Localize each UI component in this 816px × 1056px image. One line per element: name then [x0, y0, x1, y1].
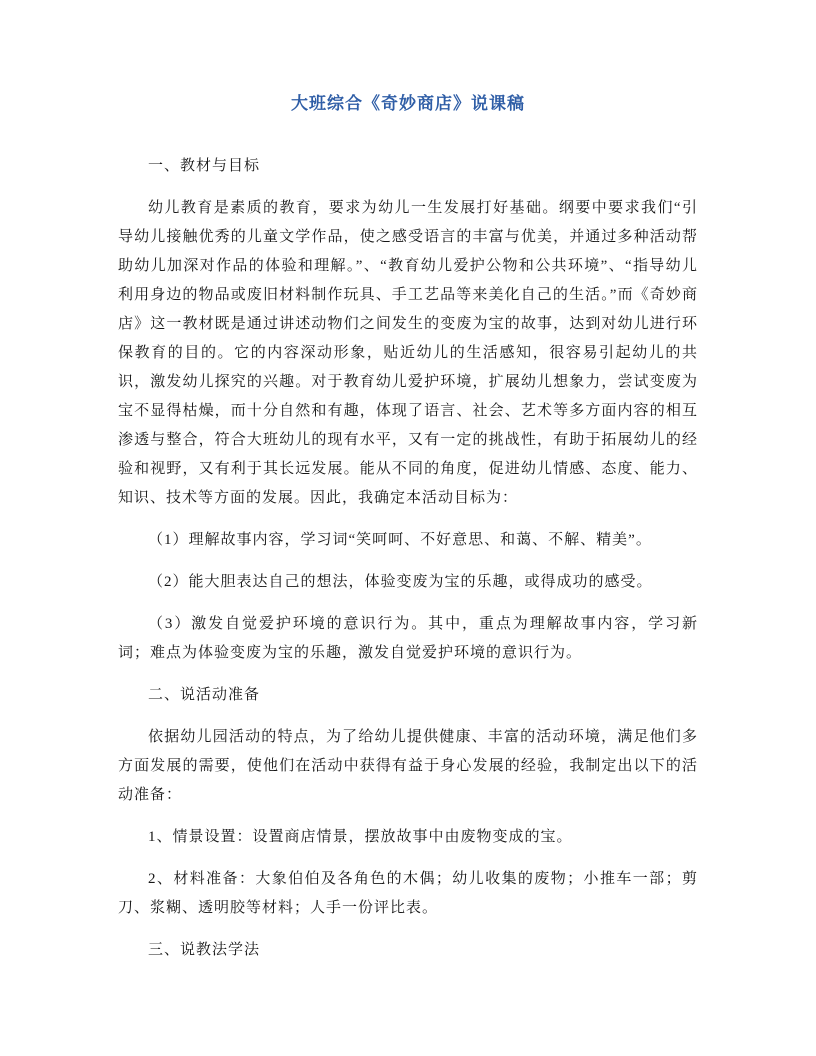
paragraph: （1）理解故事内容，学习词“笑呵呵、不好意思、和蔼、不解、精美”。	[148, 532, 652, 548]
paragraph: 幼儿教育是素质的教育，要求为幼儿一生发展打好基础。纲要中要求我们“引导幼儿接触优秀的儿童文学作品，使之感受语言的丰富与优美，并通过多种活动帮助幼儿加深对作品的体验和理解。”、“教育幼儿爱护公物和公共环境”、“指导幼儿利用身边的物品或废旧材料制作玩具、手工艺品等来美化自己的生活。”而《奇妙商店》这一教材既是通过讲述动物们之间发生的变废为宝的故事，达到对幼儿进行环保教育的目的。它的内容深动形象，贴近幼儿的生活感知，很容易引起幼儿的共识，激发幼儿探究的兴趣。对于教育幼儿爱护环境，扩展幼儿想象力，尝试变废为宝不显得枯燥，而十分自然和有趣，体现了语言、社会、艺术等多方面内容的相互渗透与整合，符合大班幼儿的现有水平，又有一定的挑战性，有助于拓展幼儿的经验和视野，又有利于其长远发展。能从不同的角度，促进幼儿情感、态度、能力、知识、技术等方面的发展。因此，我确定本活动目标为：	[118, 200, 698, 506]
paragraph: （2）能大胆表达自己的想法，体验变废为宝的乐趣，或得成功的感受。	[148, 574, 653, 590]
document-title: 大班综合《奇妙商店》说课稿	[291, 94, 525, 113]
paragraph: （3）激发自觉爱护环境的意识行为。其中，重点为理解故事内容，学习新词；难点为体验变废为宝的乐趣，激发自觉爱护环境的意识行为。	[118, 616, 698, 661]
paragraph: 1、情景设置：设置商店情景，摆放故事中由废物变成的宝。	[148, 829, 573, 845]
document-body	[118, 152, 698, 965]
paragraph: 一、教材与目标	[148, 158, 261, 174]
paragraph: 二、说活动准备	[148, 687, 261, 703]
paragraph: 2、材料准备：大象伯伯及各角色的木偶；幼儿收集的废物；小推车一部；剪刀、浆糊、透明胶等材料；人手一份评比表。	[118, 871, 698, 916]
paragraph: 三、说教法学法	[148, 942, 261, 958]
paragraph: 依据幼儿园活动的特点，为了给幼儿提供健康、丰富的活动环境，满足他们多方面发展的需要，使他们在活动中获得有益于身心发展的经验，我制定出以下的活动准备：	[118, 729, 698, 803]
